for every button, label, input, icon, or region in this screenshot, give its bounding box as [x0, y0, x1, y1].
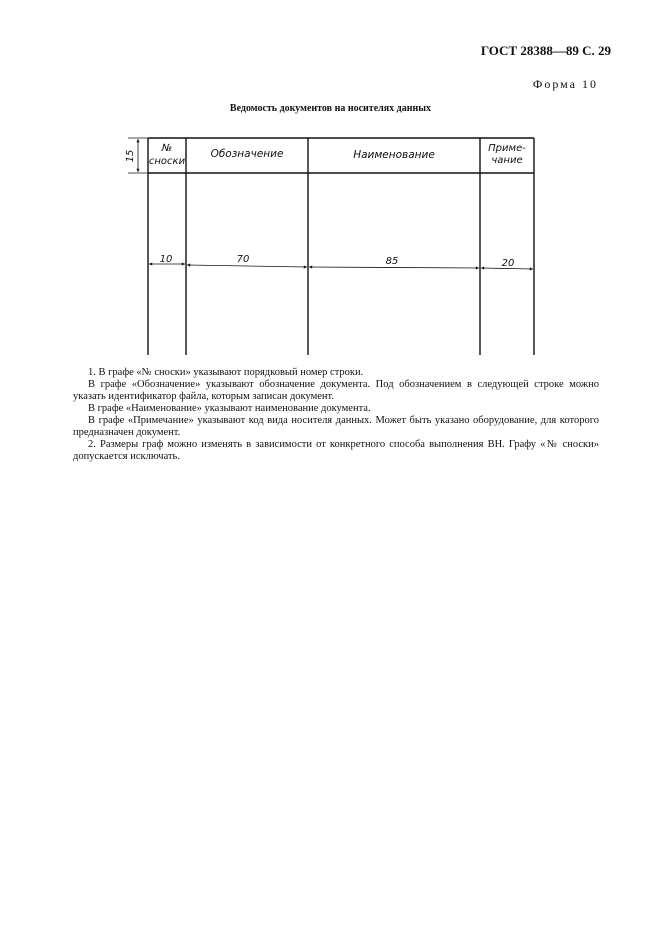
form-table [148, 138, 534, 355]
row-height-value: 15 [125, 149, 136, 163]
width-value: 70 [236, 254, 250, 265]
column-header-note-no-line1: № [161, 143, 173, 154]
notes-section [88, 367, 599, 379]
column-header-remark-line2: чание [491, 155, 523, 166]
document-title: Ведомость документов на носителях данных [229, 103, 432, 114]
column-header-designation: Обозначение [210, 148, 284, 160]
width-dimensions [149, 264, 533, 269]
column-header-note-no-line2: сноски [148, 156, 186, 167]
notes-body [73, 379, 599, 463]
width-value: 20 [501, 258, 515, 269]
width-value: 10 [159, 254, 173, 265]
column-header-name: Наименование [353, 149, 435, 161]
column-header-remark-line1: Приме- [488, 143, 526, 154]
note-paragraph: В графе «Примечание» указывают код вида носителя данных. Может быть указано оборудование, для которого предназначен документ. [73, 415, 599, 438]
form-drawing [0, 0, 661, 360]
page-header: ГОСТ 28388—89 С. 29 [480, 43, 611, 58]
note-paragraph: 1. В графе «№ сноски» указывают порядковый номер строки. [88, 367, 364, 378]
dimension-line [309, 267, 479, 268]
note-paragraph: В графе «Обозначение» указывают обозначение документа. Под обозначением в следующей строке можно указать идентификатор файла, которым записан документ. [73, 379, 599, 402]
note-paragraph: В графе «Наименование» указывают наименование документа. [88, 403, 371, 414]
form-label: Форма 10 [532, 77, 598, 91]
width-value: 85 [385, 256, 399, 267]
dimension-line [187, 265, 307, 267]
note-paragraph: 2. Размеры граф можно изменять в зависимости от конкретного способа выполнения ВН. Графу «№ сноски» допускается исключать. [73, 439, 599, 462]
